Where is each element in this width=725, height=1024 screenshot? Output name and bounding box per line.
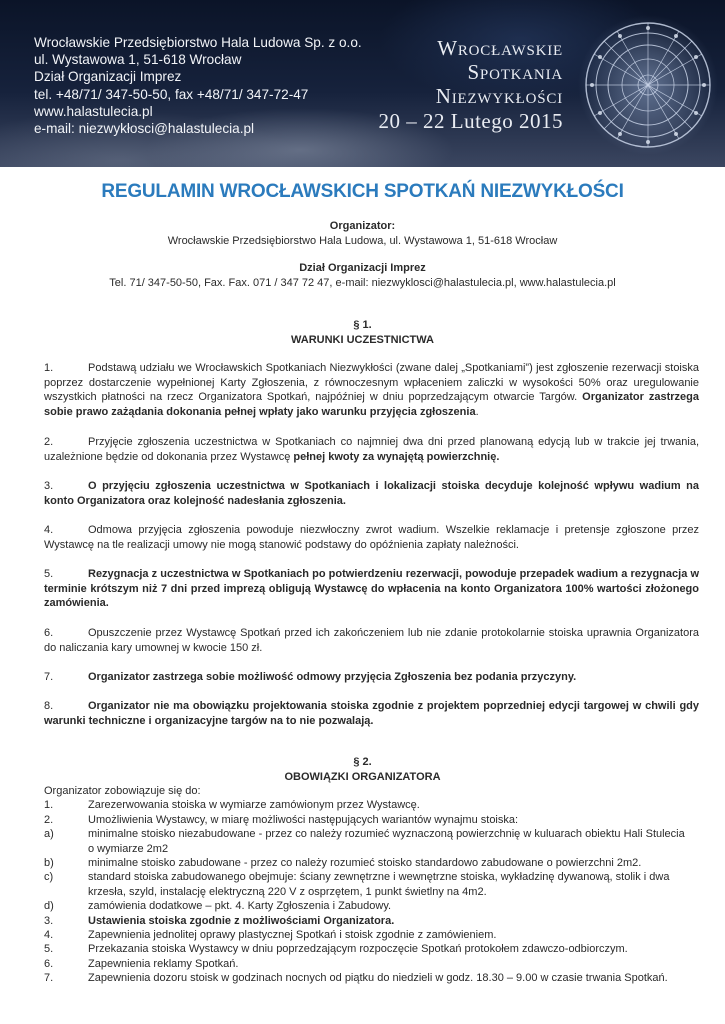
list-item <box>44 971 704 985</box>
item-text: minimalne stoisko zabudowane - przez co należy rozumieć stoisko standardowo zabudowane o powierzchni 2m2. <box>88 857 642 870</box>
item-number: 7. <box>44 671 54 683</box>
item-number: 6. <box>44 627 54 639</box>
item-number: 3. <box>44 480 54 492</box>
item-number: a) <box>44 828 54 841</box>
item-number: 4. <box>44 929 54 942</box>
item-text: Przyjęcie zgłoszenia uczestnictwa w Spotkaniach co najmniej dwa dni przed planowaną edycją lub w trakcie jej trwania, uzależnione będzie od dokonania przez Wystawcę <box>44 436 699 463</box>
contact-address: ul. Wystawowa 1, 51-618 Wrocław <box>34 52 242 68</box>
event-date: 20 – 22 Lutego 2015 <box>378 109 563 133</box>
item-number: 4. <box>44 524 54 536</box>
item-number: 7. <box>44 972 54 985</box>
contact-website: www.halastulecia.pl <box>34 103 153 119</box>
item-number: 6. <box>44 957 54 970</box>
contact-phone: tel. +48/71/ 347-50-50, fax +48/71/ 347-72-47 <box>34 86 309 102</box>
event-title <box>379 36 563 134</box>
list-item <box>44 957 704 971</box>
item-text-bold: O przyjęciu zgłoszenia uczestnictwa w Spotkaniach i lokalizacji stoiska decyduje kolejność wpływu wadium na konto Organizatora oraz kolejność nadesłania zgłoszenia. <box>44 480 699 507</box>
item-text: Umożliwienia Wystawcy, w miarę możliwości następujących wariantów wynajmu stoiska: <box>88 813 519 826</box>
section1-item <box>44 626 699 655</box>
list-item <box>44 856 704 870</box>
list-item <box>44 885 704 899</box>
item-text: o wymiarze 2m2 <box>88 842 169 855</box>
item-text: Zapewnienia jednolitej oprawy plastycznej Spotkań i stoisk zgodnie z zamówieniem. <box>88 929 497 942</box>
section1-heading: WARUNKI UCZESTNICTWA <box>291 334 434 346</box>
event-title-line: Niezwykłości <box>435 84 563 108</box>
item-text: Odmowa przyjęcia zgłoszenia powoduje niezwłoczny zwrot wadium. Wszelkie reklamacje i pretensje zgłoszone przez Wystawcę na tle realizacji umowy nie mogą stanowić podstawy do opóźnienia zapłaty należności. <box>44 524 699 551</box>
item-text-bold: Rezygnacja z uczestnictwa w Spotkaniach po potwierdzeniu rezerwacji, powoduje przepadek wadium a rezygnacja w terminie krótszym niż 7 dni przed imprezą obligują Wystawcę do wpłacenia na konto Organizatora 100% wartości złożonego zamówienia. <box>44 568 699 609</box>
item-number: 5. <box>44 943 54 956</box>
list-item <box>44 899 704 913</box>
list-item <box>44 798 704 812</box>
list-item <box>44 813 704 827</box>
item-text: Zapewnienia reklamy Spotkań. <box>88 957 239 970</box>
section2-heading: OBOWIĄZKI ORGANIZATORA <box>284 771 441 783</box>
item-number: 5. <box>44 568 54 580</box>
document-title: REGULAMIN WROCŁAWSKICH SPOTKAŃ NIEZWYKŁOŚCI <box>101 181 624 202</box>
item-number: 3. <box>44 914 54 927</box>
item-number <box>44 885 88 899</box>
list-item <box>44 827 704 841</box>
section2-list <box>44 784 704 986</box>
list-item <box>44 928 704 942</box>
item-number: 1. <box>44 799 54 812</box>
list-item <box>44 914 704 928</box>
section2-intro <box>44 784 704 798</box>
event-title-line: Wrocławskie <box>437 36 563 60</box>
contact-department: Dział Organizacji Imprez <box>34 69 182 85</box>
list-item <box>44 870 704 884</box>
event-title-line: Spotkania <box>467 60 563 84</box>
intro-text: Organizator zobowiązuje się do: <box>44 785 201 797</box>
contact-email: e-mail: niezwykłosci@halastulecia.pl <box>34 121 255 137</box>
item-text: minimalne stoisko niezabudowane - przez co należy rozumieć wyznaczoną powierzchnię w kuluarach obiektu Hali Stulecia <box>88 828 685 841</box>
section1-number: § 1. <box>353 319 372 331</box>
item-text: Przekazania stoiska Wystawcy w dniu poprzedzającym rozpoczęcie Spotkań protokołem zdawczo-odbiorczym. <box>88 943 628 956</box>
item-text-bold: pełnej kwoty za wynajętą powierzchnię. <box>293 450 500 463</box>
section1-item <box>44 523 699 552</box>
section1-item <box>44 670 699 685</box>
item-number: b) <box>44 857 54 870</box>
item-number: 8. <box>44 700 54 712</box>
item-text: krzesła, szyld, instalację elektryczną 220 V z osprzętem, 1 punkt świetlny na 4m2. <box>88 885 487 898</box>
item-text: Podstawą udziału we Wrocławskich Spotkaniach Niezwykłości (zwane dalej „Spotkaniami”) jest zgłoszenie rezerwacji stoiska poprzez dostarczenie wypełnionej Karty Zgłoszenia, z równoczesnym wpłaceniem zaliczki w wysokości 50% oraz uregulowanie wszystkich płatności na rzecz Organizatora Spotkań, najpóźniej w dniu poprzedzającym otwarcie Targów. <box>44 362 699 403</box>
section1-item <box>44 361 699 419</box>
department-label: Dział Organizacji Imprez <box>299 262 426 274</box>
department-contact: Tel. 71/ 347-50-50, Fax. Fax. 071 / 347 72 47, e-mail: niezwyklosci@halastulecia.pl, www.halastulecia.pl <box>109 277 616 289</box>
item-number: d) <box>44 900 54 913</box>
list-item <box>44 842 704 856</box>
section1-item <box>44 567 699 611</box>
organizer-label: Organizator: <box>329 220 396 232</box>
item-number: 2. <box>44 813 54 826</box>
header-banner <box>0 0 725 167</box>
zodiac-wheel-icon <box>578 10 718 160</box>
item-number: c) <box>44 871 54 884</box>
item-text-bold: Organizator zastrzega sobie prawo zażądania dokonania pełnej wpłaty jako warunku przyjęcia zgłoszenia <box>44 391 700 418</box>
item-text-bold: Organizator zastrzega sobie możliwość odmowy przyjęcia Zgłoszenia bez podania przyczyny. <box>88 671 577 683</box>
section2-number: § 2. <box>353 756 372 768</box>
item-text: standard stoiska zabudowanego obejmuje: ściany zewnętrzne i wewnętrzne stoiska, wykładzinę dywanową, stolik i dwa <box>88 871 670 884</box>
item-text-bold: Organizator nie ma obowiązku projektowania stoiska zgodnie z projektem poprzedniej edycji targowej w chwili gdy warunki techniczne i organizacyjne targów na to nie pozwalają. <box>44 700 699 727</box>
item-text: Zarezerwowania stoiska w wymiarze zamówionym przez Wystawcę. <box>88 799 420 812</box>
section1-item <box>44 435 699 464</box>
item-text: Opuszczenie przez Wystawcę Spotkań przed ich zakończeniem lub nie zdanie protokolarnie stoiska uprawnia Organizatora do naliczania kary umownej w kwocie 150 zł. <box>44 627 699 654</box>
item-number <box>44 842 88 856</box>
contact-block <box>34 34 362 137</box>
organizer-address: Wrocławskie Przedsiębiorstwo Hala Ludowa, ul. Wystawowa 1, 51-618 Wrocław <box>167 235 558 247</box>
list-item <box>44 942 704 956</box>
item-number: 2. <box>44 436 54 448</box>
contact-company: Wrocławskie Przedsiębiorstwo Hala Ludowa Sp. z o.o. <box>34 35 362 50</box>
item-text: zamówienia dodatkowe – pkt. 4. Karty Zgłoszenia i Zabudowy. <box>88 900 392 913</box>
section1-item <box>44 479 699 508</box>
item-text: Zapewnienia dozoru stoisk w godzinach nocnych od piątku do niedzieli w godz. 18.30 – 9.00 w czasie trwania Spotkań. <box>88 972 668 985</box>
item-number: 1. <box>44 362 54 374</box>
item-text: Ustawienia stoiska zgodnie z możliwościami Organizatora. <box>88 914 395 927</box>
section1-item <box>44 699 699 728</box>
item-text-tail: . <box>475 405 479 418</box>
